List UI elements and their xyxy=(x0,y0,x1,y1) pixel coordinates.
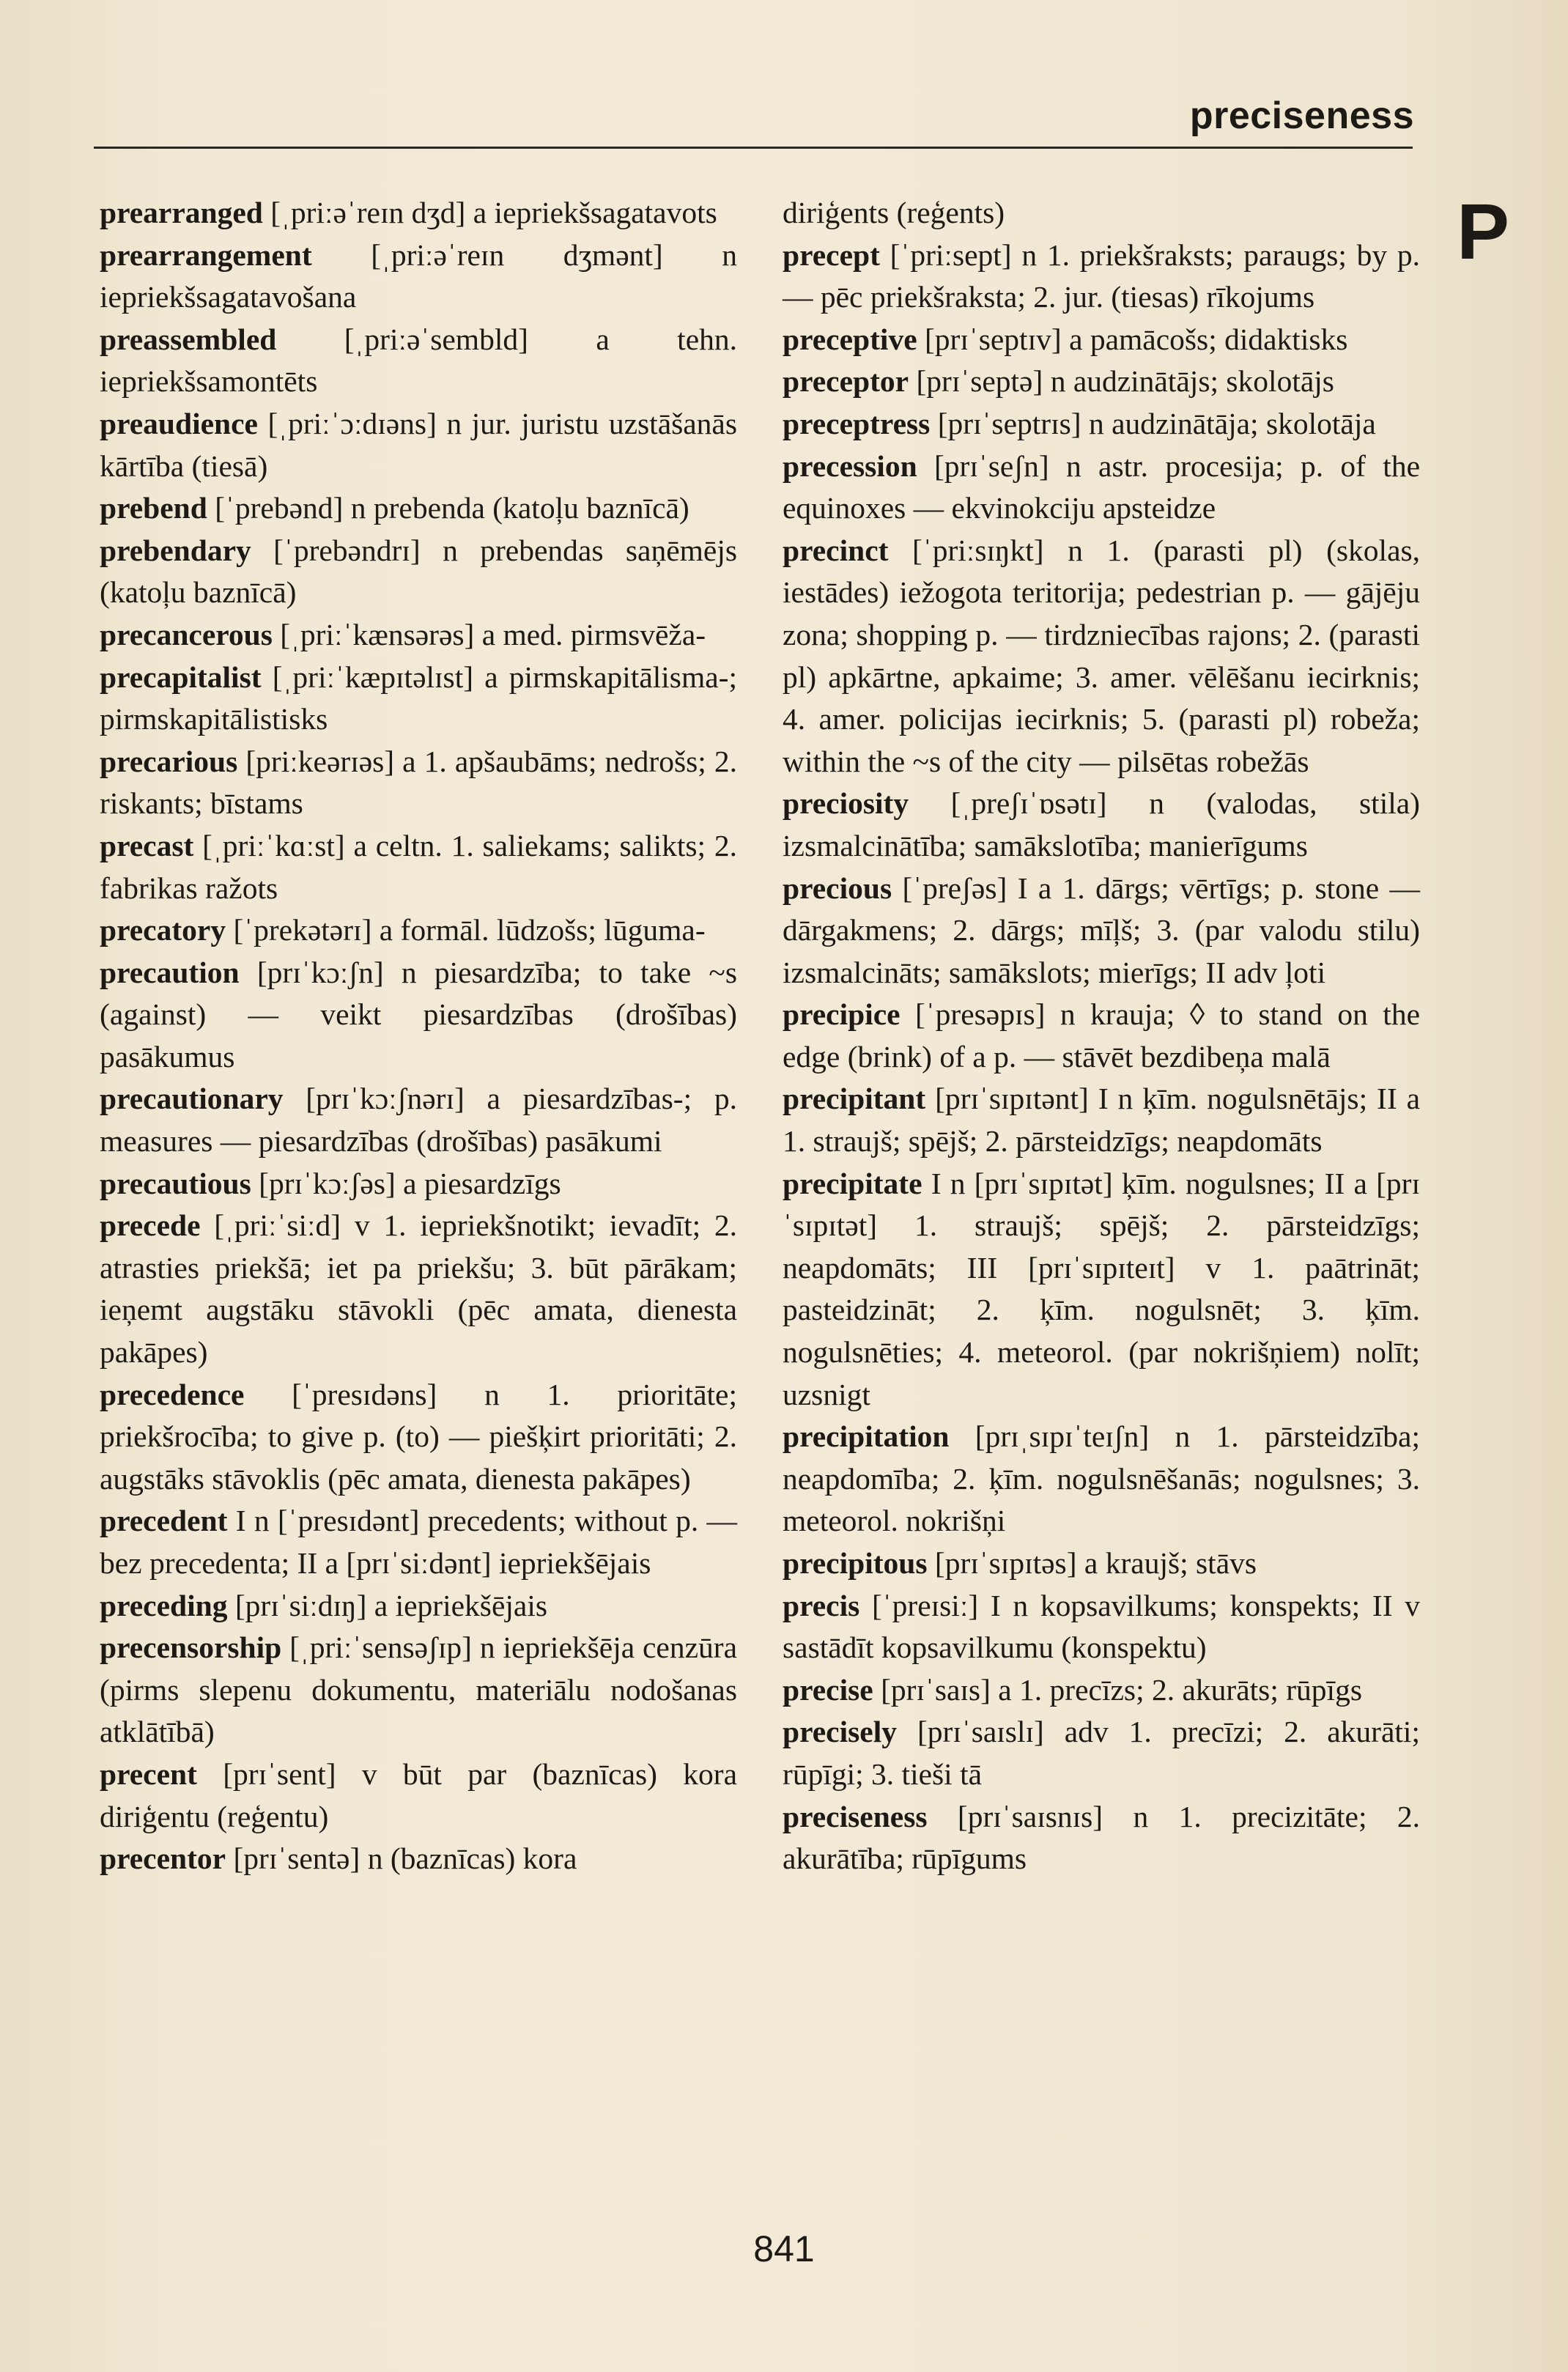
entry-definition: n jur. juristu uzstāšanās kārtība (tiesā) xyxy=(100,406,737,483)
entry-pronunciation: [prɪˈkɔːʃn] xyxy=(239,955,384,989)
entry-headword: prearrangement xyxy=(100,237,312,272)
dictionary-entry xyxy=(100,741,737,825)
dictionary-entry xyxy=(783,361,1420,403)
entry-definition: a celtn. 1. saliekams; salikts; 2. fabrikas ražots xyxy=(100,828,738,905)
entry-headword: precipitation xyxy=(783,1419,950,1454)
entry-definition: a pamācošs; didaktisks xyxy=(1061,322,1348,356)
entry-pronunciation: [ˈpresəpɪs] xyxy=(900,997,1046,1032)
entry-pronunciation: [ˌpreʃɪˈɒsətɪ] xyxy=(909,786,1107,821)
entry-definition: n iepriekšsagatavošana xyxy=(100,237,737,314)
entry-pronunciation: [ˌpriːˈkɑːst] xyxy=(193,828,345,862)
entry-headword: precedence xyxy=(100,1377,245,1411)
dictionary-entry xyxy=(100,234,737,319)
entry-headword: prearranged xyxy=(100,196,263,229)
entry-headword: precede xyxy=(100,1208,201,1243)
entry-headword: preceptress xyxy=(783,406,931,440)
entry-definition: I n kopsavilkums; konspekts; II v sastādīt kopsavilkumu (konspektu) xyxy=(783,1588,1420,1665)
entry-pronunciation: [prɪˈsent] xyxy=(196,1756,336,1791)
dictionary-entry xyxy=(100,1838,737,1880)
entry-pronunciation: [ˌpriːˈɔːdɪəns] xyxy=(257,406,437,440)
entry-headword: preaudience xyxy=(100,406,258,440)
entry-headword: precipitate xyxy=(783,1166,922,1200)
entry-headword: precautionary xyxy=(100,1082,284,1116)
entry-definition: n iepriekšēja cenzūra (pirms slepenu dokumentu, materiālu nodošanas atklātībā) xyxy=(100,1630,737,1749)
entry-pronunciation: I n [ˈpresɪdənt] xyxy=(227,1504,420,1538)
entry-pronunciation: [ˌpriːəˈsembld] xyxy=(276,322,528,356)
entry-headword: precious xyxy=(783,871,892,905)
entry-headword: precedent xyxy=(100,1504,228,1538)
dictionary-entry xyxy=(100,1078,737,1162)
running-head: preciseness xyxy=(1189,95,1414,137)
entry-definition: a piesardzības-; p. measures — piesardzības (drošības) pasākumi xyxy=(100,1082,737,1159)
entry-headword: precarious xyxy=(100,744,238,778)
entry-headword: preceding xyxy=(100,1588,228,1622)
entry-definition: precedents; without p. — bez precedenta; II a [prɪˈsiːdənt] iepriekšējais xyxy=(100,1504,737,1580)
entry-definition: a iepriekšējais xyxy=(366,1588,547,1622)
entry-headword: preciosity xyxy=(783,786,909,821)
dictionary-entry xyxy=(100,1500,737,1584)
entry-headword: preceptive xyxy=(783,322,917,356)
entry-headword: precapitalist xyxy=(100,659,262,694)
entry-definition: n audzinātāja; skolotāja xyxy=(1081,406,1376,440)
dictionary-entry xyxy=(100,952,737,1079)
entry-definition: v 1. iepriekšnotikt; ievadīt; 2. atrasties priekšā; iet pa priekšu; 3. būt pārākam; ieņemt augstāku stāvokli (pēc amata, dienesta pakāpes) xyxy=(100,1208,737,1370)
right-column xyxy=(783,192,1420,1880)
dictionary-entry xyxy=(100,1754,737,1838)
entry-headword: precentor xyxy=(100,1841,226,1876)
entry-pronunciation: [prɪˈsaɪslɪ] xyxy=(896,1715,1044,1749)
entry-definition: n (valodas, stila) izsmalcinātība; samākslotība; manierīgums xyxy=(783,786,1420,862)
dictionary-entry xyxy=(783,319,1420,361)
entry-definition: n 1. prioritāte; priekšrocība; to give p. (to) — piešķirt prioritāti; 2. augstāks stāvoklis (pēc amata, dienesta pakāpes) xyxy=(100,1377,737,1496)
entry-pronunciation: [prɪˈsɪpɪtəs] xyxy=(927,1546,1077,1580)
dictionary-entry xyxy=(783,1796,1420,1880)
entry-definition: a 1. apšaubāms; nedrošs; 2. riskants; bīstams xyxy=(100,744,738,821)
entry-definition: n piesardzība; to take ~s (against) — veikt piesardzības (drošības) pasākumus xyxy=(100,955,737,1074)
entry-definition: a med. pirmsvēža- xyxy=(474,617,706,651)
entry-definition: n prebenda (katoļu baznīcā) xyxy=(343,491,689,525)
entry-headword: precatory xyxy=(100,913,226,947)
dictionary-entry xyxy=(783,446,1420,530)
entry-pronunciation: [ˈpreʃəs] xyxy=(892,871,1007,905)
dictionary-entry xyxy=(783,1711,1420,1795)
entry-pronunciation: [ˈpresɪdəns] xyxy=(244,1377,437,1411)
entry-headword: precast xyxy=(100,828,194,862)
entry-definition: a 1. precīzs; 2. akurāts; rūpīgs xyxy=(990,1672,1362,1707)
entry-pronunciation: [priːkeərɪəs] xyxy=(237,744,395,778)
entry-pronunciation: [prɪˈsaɪs] xyxy=(873,1672,991,1707)
dictionary-entry xyxy=(100,909,737,952)
dictionary-entry xyxy=(783,192,1420,234)
entry-headword: precipitous xyxy=(783,1546,928,1580)
entry-pronunciation: [ˌpriːəˈreɪn dʒmənt] xyxy=(311,237,663,272)
entry-pronunciation: [prɪˈseptrɪs] xyxy=(930,406,1081,440)
entry-pronunciation: I n [prɪˈsɪpɪtət] xyxy=(922,1166,1113,1200)
dictionary-entry xyxy=(100,1627,737,1754)
dictionary-entry xyxy=(100,1585,737,1627)
dictionary-entry xyxy=(783,1078,1420,1162)
dictionary-entry xyxy=(783,1163,1420,1416)
entry-pronunciation: [ˌpriːˈsensəʃɪp] xyxy=(281,1630,472,1665)
entry-pronunciation: [ˌpriːˈkænsərəs] xyxy=(272,617,475,651)
entry-headword: precis xyxy=(783,1588,860,1622)
entry-pronunciation: [prɪˈkɔːʃnərɪ] xyxy=(283,1082,465,1116)
dictionary-entry xyxy=(783,994,1420,1078)
entry-definition: adv 1. precīzi; 2. akurāti; rūpīgi; 3. tieši tā xyxy=(783,1715,1420,1791)
entry-definition: n (baznīcas) kora xyxy=(360,1841,577,1876)
entry-headword: precipitant xyxy=(783,1082,926,1116)
entry-definition: n prebendas saņēmējs (katoļu baznīcā) xyxy=(100,533,737,610)
entry-definition: n audzinātājs; skolotājs xyxy=(1043,364,1334,399)
entry-pronunciation: [prɪˈseʃn] xyxy=(917,448,1049,483)
entry-pronunciation: [prɪˈkɔːʃəs] xyxy=(251,1166,396,1200)
dictionary-entry xyxy=(100,192,737,234)
entry-definition: n krauja; ◊ to stand on the edge (brink) of a p. — stāvēt bezdibeņa malā xyxy=(783,997,1420,1074)
dictionary-entry xyxy=(100,825,737,909)
dictionary-entry xyxy=(783,1669,1420,1712)
entry-pronunciation: [prɪˈsɪpɪtənt] xyxy=(925,1082,1089,1116)
dictionary-entry xyxy=(100,614,737,657)
entry-pronunciation: [ˈpriːsɪŋkt] xyxy=(888,533,1044,567)
entry-headword: precept xyxy=(783,237,880,272)
entry-headword: preceptor xyxy=(783,364,909,399)
entry-headword: preassembled xyxy=(100,322,277,356)
dictionary-entry xyxy=(783,403,1420,446)
entry-headword: prebend xyxy=(100,491,207,525)
dictionary-entry xyxy=(783,1542,1420,1585)
dictionary-entry xyxy=(100,319,737,403)
dictionary-entry xyxy=(783,1416,1420,1542)
dictionary-entry xyxy=(783,1585,1420,1669)
dictionary-entry xyxy=(100,657,737,741)
dictionary-entry xyxy=(783,530,1420,783)
entry-definition: v būt par (baznīcas) kora diriģentu (reģentu) xyxy=(100,1756,737,1833)
entry-pronunciation: [ˌpriːəˈreɪn dʒd] xyxy=(262,196,466,229)
entry-headword: precent xyxy=(100,1756,197,1791)
entry-pronunciation: [ˈpreɪsiː] xyxy=(859,1588,979,1622)
entry-headword: precautious xyxy=(100,1166,251,1200)
entry-headword: precipice xyxy=(783,997,901,1032)
entry-headword: precensorship xyxy=(100,1630,282,1665)
dictionary-entry xyxy=(100,530,737,614)
entry-definition: n 1. pārsteidzība; neapdomība; 2. ķīm. nogulsnēšanās; nogulsnes; 3. meteorol. nokrišņi xyxy=(783,1419,1420,1538)
entry-headword: precisely xyxy=(783,1715,897,1749)
left-column xyxy=(100,192,737,1880)
dictionary-entry xyxy=(783,234,1420,319)
dictionary-entry xyxy=(100,1374,737,1501)
dictionary-entry xyxy=(783,868,1420,994)
entry-definition: a piesardzīgs xyxy=(395,1166,561,1200)
header-rule xyxy=(94,147,1413,149)
entry-definition: n 1. priekšraksts; paraugs; by p. — pēc priekšraksta; 2. jur. (tiesas) rīkojums xyxy=(783,237,1420,314)
dictionary-entry xyxy=(100,403,737,487)
entry-definition: a iepriekšsagatavots xyxy=(465,196,717,229)
dictionary-entry xyxy=(100,1163,737,1205)
dictionary-entry xyxy=(783,783,1420,867)
entry-pronunciation: [prɪˈsentə] xyxy=(226,1841,360,1876)
entry-pronunciation: [ˈpriːsept] xyxy=(879,237,1012,272)
entry-definition: diriģents (reģents) xyxy=(783,196,1005,229)
entry-pronunciation: [prɪˈseptə] xyxy=(909,364,1043,399)
entry-definition: n 1. precizitāte; 2. akurātība; rūpīgums xyxy=(783,1799,1420,1876)
entry-headword: prebendary xyxy=(100,533,251,567)
entry-pronunciation: [prɪˈsaɪsnɪs] xyxy=(927,1799,1103,1833)
entry-definition: I a 1. dārgs; vērtīgs; p. stone — dārgakmens; 2. dārgs; mīļš; 3. (par valodu stilu) izsmalcināts; samākslots; mierīgs; II adv ļoti xyxy=(783,871,1420,989)
entry-definition: n 1. (parasti pl) (skolas, iestādes) iežogota teritorija; pedestrian p. — gājēju zona; shopping p. — tirdzniecības rajons; 2. (parasti pl) apkārtne, apkaime; 3. amer. vēlēšanu iecirknis; 4. amer. policijas iecirknis; 5. (parasti pl) robeža; within the ~s of the city — pilsētas robežās xyxy=(783,533,1421,778)
entry-pronunciation: [prɪˈsiːdɪŋ] xyxy=(227,1588,367,1622)
entry-headword: precession xyxy=(783,448,917,483)
entry-definition: ķīm. nogulsnes; II a [prɪˈsɪpɪtət] 1. straujš; spējš; 2. pārsteidzīgs; neapdomāts; III [prɪˈsɪpɪteɪt] v 1. paātrināt; pasteidzināt; 2. ķīm. nogulsnēt; 3. ķīm. nogulsnēties; 4. meteorol. (par nokrišņiem) nolīt; uzsnigt xyxy=(783,1166,1420,1411)
entry-headword: preciseness xyxy=(783,1799,928,1833)
entry-headword: precinct xyxy=(783,533,889,567)
entry-pronunciation: [ˈprebənd] xyxy=(207,491,344,525)
entry-pronunciation: [ˈprekətərɪ] xyxy=(226,913,372,947)
thumb-index-letter: P xyxy=(1456,187,1509,276)
entry-definition: I n ķīm. nogulsnētājs; II a 1. straujš; spējš; 2. pārsteidzīgs; neapdomāts xyxy=(783,1082,1421,1159)
entry-headword: precancerous xyxy=(100,617,273,651)
entry-headword: precaution xyxy=(100,955,240,989)
dictionary-entry xyxy=(100,1205,737,1373)
entry-pronunciation: [prɪˌsɪpɪˈteɪʃn] xyxy=(949,1419,1150,1454)
entry-pronunciation: [ˈprebəndrɪ] xyxy=(251,533,421,567)
entry-pronunciation: [prɪˈseptɪv] xyxy=(917,322,1062,356)
entry-definition: a kraujš; stāvs xyxy=(1076,1546,1257,1580)
entry-pronunciation: [ˌpriːˈkæpɪtəlɪst] xyxy=(261,659,474,694)
dictionary-entry xyxy=(100,487,737,530)
page-number: 841 xyxy=(753,2228,815,2269)
entry-definition: a pirmskapitālisma-; pirmskapitālistisks xyxy=(100,659,737,736)
entry-pronunciation: [ˌpriːˈsiːd] xyxy=(200,1208,341,1243)
entry-definition: a tehn. iepriekšsamontēts xyxy=(100,322,737,399)
entry-definition: n astr. procesija; p. of the equinoxes — ekvinokciju apsteidze xyxy=(783,448,1421,525)
entry-headword: precise xyxy=(783,1672,873,1707)
entry-definition: a formāl. lūdzošs; lūguma- xyxy=(371,913,706,947)
